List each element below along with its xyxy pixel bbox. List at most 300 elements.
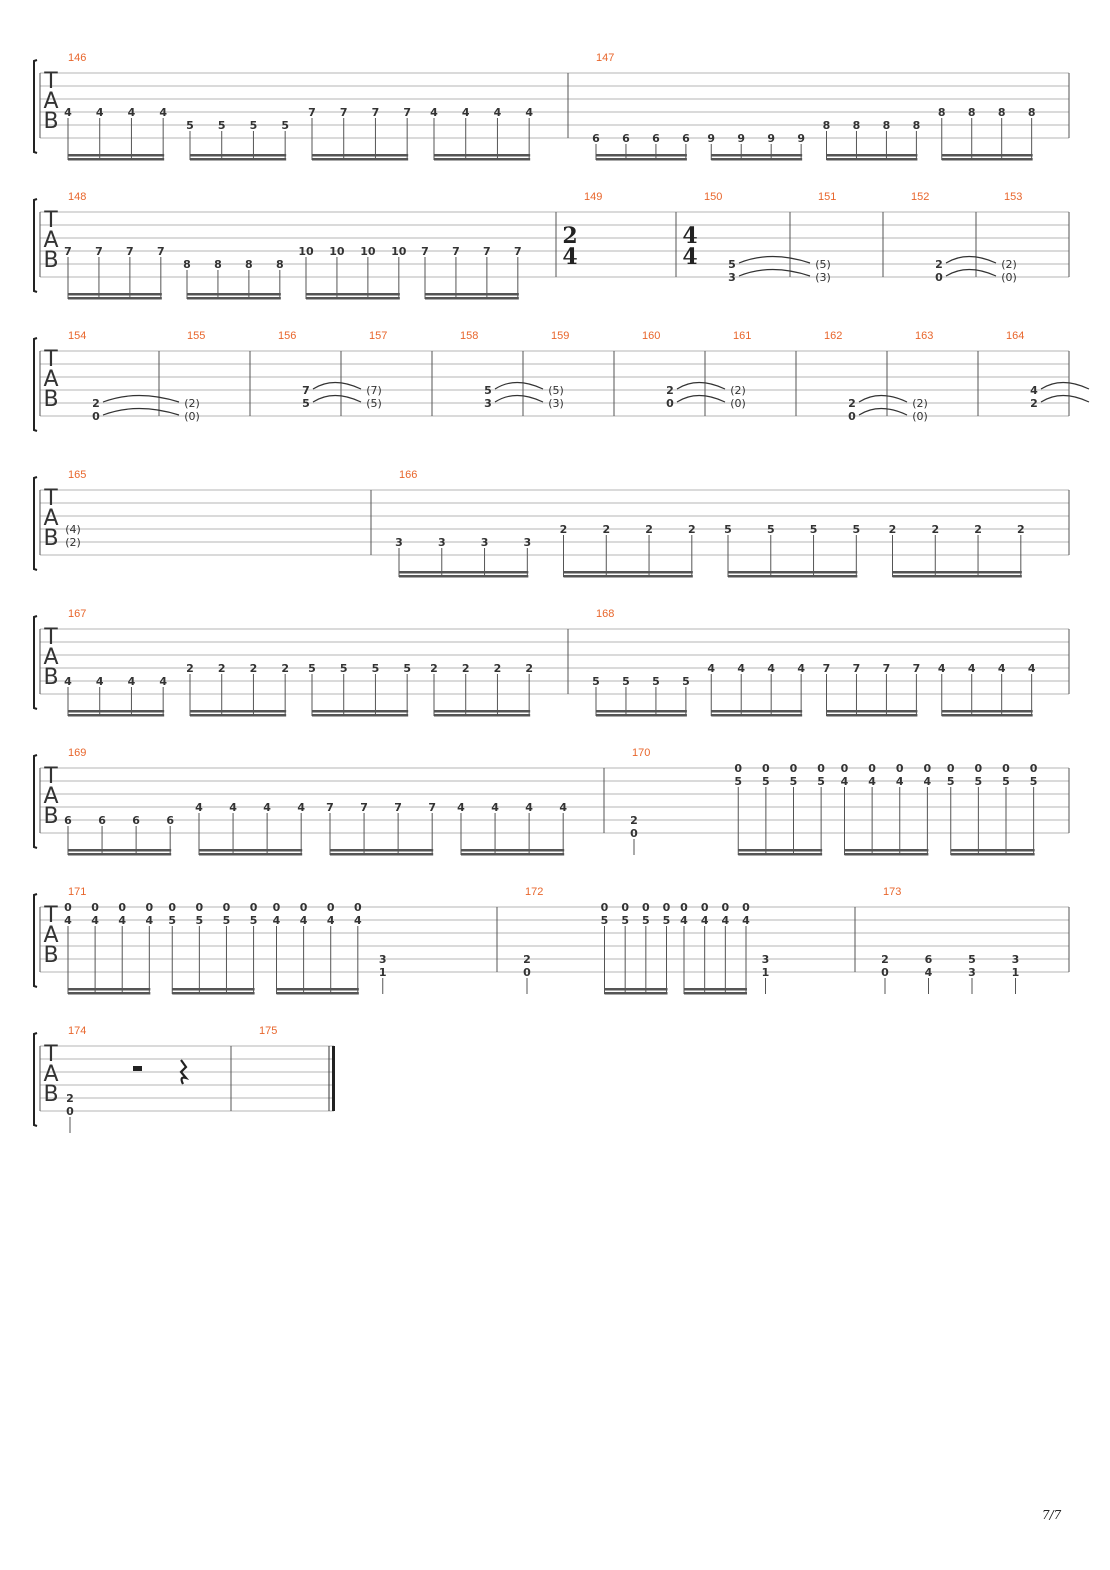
beam-secondary bbox=[605, 992, 668, 995]
fret-number: 5 bbox=[222, 914, 231, 927]
system-bracket bbox=[34, 338, 37, 431]
fret-number: 9 bbox=[767, 132, 776, 145]
fret-number: 4 bbox=[91, 914, 99, 927]
measure-number: 155 bbox=[187, 330, 206, 342]
fret-number: 7 bbox=[64, 245, 72, 258]
fret-number: 3 bbox=[968, 966, 976, 979]
fret-number: 5 bbox=[817, 775, 825, 788]
tie-arc bbox=[677, 396, 725, 403]
measure-number: 160 bbox=[642, 330, 661, 342]
beam-primary bbox=[312, 154, 408, 157]
beam-secondary bbox=[68, 714, 164, 717]
beam-primary bbox=[68, 710, 164, 713]
fret-number: 7 bbox=[428, 801, 437, 814]
beam-primary bbox=[399, 571, 528, 574]
fret-number: 0 bbox=[326, 901, 335, 914]
beam-primary bbox=[68, 849, 171, 852]
fret-number: 6 bbox=[132, 814, 140, 827]
fret-number: 7 bbox=[95, 245, 103, 258]
beam-secondary bbox=[434, 714, 530, 717]
fret-number: 4 bbox=[700, 914, 709, 927]
fret-number: 5 bbox=[217, 119, 226, 132]
final-thick-barline bbox=[332, 1046, 335, 1111]
beam-secondary bbox=[330, 853, 433, 856]
fret-number: 5 bbox=[789, 775, 798, 788]
beam-primary bbox=[68, 154, 164, 157]
fret-number: 5 bbox=[281, 119, 289, 132]
measure-number: 146 bbox=[68, 52, 87, 64]
fret-number: 5 bbox=[946, 775, 955, 788]
tied-fret-number: (0) bbox=[1001, 271, 1017, 284]
fret-number: 0 bbox=[195, 901, 204, 914]
fret-number: 4 bbox=[95, 675, 104, 688]
fret-number: 2 bbox=[493, 662, 502, 675]
beam-primary bbox=[425, 293, 519, 296]
fret-number: 4 bbox=[767, 662, 776, 675]
fret-number: 8 bbox=[937, 106, 946, 119]
tab-clef-letter: B bbox=[43, 248, 59, 273]
fret-number: 2 bbox=[523, 953, 531, 966]
beam-secondary bbox=[461, 853, 564, 856]
fret-number: 0 bbox=[895, 762, 904, 775]
fret-number: 6 bbox=[64, 814, 72, 827]
fret-number: 7 bbox=[912, 662, 921, 675]
fret-number: 3 bbox=[480, 536, 489, 549]
fret-number: 5 bbox=[249, 119, 258, 132]
measure-number: 148 bbox=[68, 191, 87, 203]
fret-number: 5 bbox=[168, 914, 177, 927]
beam-primary bbox=[845, 849, 929, 852]
fret-number: 8 bbox=[967, 106, 976, 119]
fret-number: 4 bbox=[127, 106, 136, 119]
fret-number: 4 bbox=[145, 914, 154, 927]
measure-number: 164 bbox=[1006, 330, 1025, 342]
tied-fret-number: (7) bbox=[366, 384, 382, 397]
measure-number: 158 bbox=[460, 330, 479, 342]
fret-number: 5 bbox=[308, 662, 316, 675]
fret-number: 10 bbox=[391, 245, 407, 258]
tab-system bbox=[34, 1025, 335, 1133]
fret-number: 3 bbox=[1011, 953, 1020, 966]
beam-primary bbox=[461, 849, 564, 852]
fret-number: 3 bbox=[378, 953, 387, 966]
tab-clef-letter: T bbox=[44, 764, 58, 789]
tied-fret-number: (2) bbox=[1001, 258, 1017, 271]
fret-number: 4 bbox=[95, 106, 104, 119]
beam-primary bbox=[190, 154, 286, 157]
fret-number: 10 bbox=[329, 245, 345, 258]
fret-number: 2 bbox=[281, 662, 289, 675]
fret-number: 6 bbox=[924, 953, 933, 966]
fret-number: 4 bbox=[457, 801, 465, 814]
fret-number: 0 bbox=[621, 901, 629, 914]
measure-number: 153 bbox=[1004, 191, 1023, 203]
fret-number: 9 bbox=[707, 132, 716, 145]
fret-number: 8 bbox=[852, 119, 861, 132]
tie-arc bbox=[1041, 383, 1089, 390]
fret-number: 7 bbox=[371, 106, 380, 119]
time-signature-top: 2 bbox=[562, 223, 578, 249]
fret-number: 0 bbox=[118, 901, 127, 914]
fret-number: 0 bbox=[91, 901, 99, 914]
tie-arc bbox=[739, 270, 810, 277]
beam-secondary bbox=[684, 992, 747, 995]
fret-number: 5 bbox=[766, 523, 775, 536]
beam-secondary bbox=[893, 575, 1022, 578]
tab-system bbox=[34, 469, 1069, 578]
fret-number: 5 bbox=[1029, 775, 1038, 788]
beam-primary bbox=[596, 710, 687, 713]
tab-clef-letter: A bbox=[43, 1062, 59, 1087]
tab-clef-letter: T bbox=[44, 625, 58, 650]
tied-fret-number: (3) bbox=[548, 397, 564, 410]
tie-arc bbox=[313, 383, 361, 390]
time-signature-top: 4 bbox=[682, 223, 698, 249]
fret-number: 5 bbox=[734, 775, 743, 788]
fret-number: 7 bbox=[308, 106, 316, 119]
measure-number: 175 bbox=[259, 1025, 278, 1037]
fret-number: 5 bbox=[762, 775, 770, 788]
fret-number: 3 bbox=[437, 536, 446, 549]
beam-primary bbox=[277, 988, 359, 991]
fret-number: 4 bbox=[721, 914, 730, 927]
system-bracket bbox=[34, 755, 37, 848]
half-rest bbox=[133, 1066, 142, 1071]
tied-fret-number: (2) bbox=[912, 397, 928, 410]
fret-number: 0 bbox=[1002, 762, 1010, 775]
tab-clef-letter: A bbox=[43, 923, 59, 948]
fret-number: 5 bbox=[974, 775, 983, 788]
tab-system bbox=[34, 608, 1069, 717]
tie-arc bbox=[739, 257, 810, 264]
beam-secondary bbox=[399, 575, 528, 578]
tied-fret-number: (0) bbox=[730, 397, 746, 410]
fret-number: 4 bbox=[559, 801, 568, 814]
fret-number: 0 bbox=[1029, 762, 1038, 775]
beam-primary bbox=[827, 154, 918, 157]
tab-clef-letter: T bbox=[44, 208, 58, 233]
tied-fret-number: (2) bbox=[65, 536, 81, 549]
tie-arc bbox=[103, 409, 179, 416]
fret-number: 6 bbox=[622, 132, 630, 145]
beam-secondary bbox=[190, 158, 286, 161]
tab-clef-letter: B bbox=[43, 665, 59, 690]
beam-primary bbox=[564, 571, 693, 574]
fret-number: 0 bbox=[734, 762, 743, 775]
fret-number: 5 bbox=[302, 397, 310, 410]
measure-number: 156 bbox=[278, 330, 297, 342]
fret-number: 5 bbox=[662, 914, 671, 927]
fret-number: 5 bbox=[195, 914, 204, 927]
fret-number: 2 bbox=[666, 384, 674, 397]
fret-number: 0 bbox=[974, 762, 983, 775]
fret-number: 0 bbox=[742, 901, 750, 914]
fret-number: 5 bbox=[484, 384, 492, 397]
tab-clef-letter: T bbox=[44, 69, 58, 94]
fret-number: 4 bbox=[1027, 662, 1036, 675]
fret-number: 4 bbox=[461, 106, 470, 119]
beam-primary bbox=[596, 154, 687, 157]
fret-number: 0 bbox=[642, 901, 650, 914]
fret-number: 5 bbox=[403, 662, 411, 675]
beam-secondary bbox=[425, 297, 519, 300]
fret-number: 2 bbox=[602, 523, 611, 536]
beam-secondary bbox=[68, 297, 162, 300]
tied-fret-number: (2) bbox=[730, 384, 746, 397]
beam-secondary bbox=[711, 158, 802, 161]
measure-number: 157 bbox=[369, 330, 388, 342]
system-bracket bbox=[34, 199, 37, 292]
beam-secondary bbox=[827, 158, 918, 161]
fret-number: 0 bbox=[666, 397, 674, 410]
fret-number: 9 bbox=[737, 132, 746, 145]
measure-number: 173 bbox=[883, 886, 902, 898]
fret-number: 4 bbox=[127, 675, 136, 688]
fret-number: 0 bbox=[145, 901, 154, 914]
fret-number: 2 bbox=[931, 523, 940, 536]
measure-number: 154 bbox=[68, 330, 87, 342]
fret-number: 0 bbox=[299, 901, 308, 914]
fret-number: 5 bbox=[652, 675, 660, 688]
fret-number: 2 bbox=[888, 523, 897, 536]
beam-secondary bbox=[199, 853, 302, 856]
fret-number: 5 bbox=[642, 914, 650, 927]
fret-number: 7 bbox=[360, 801, 368, 814]
measure-number: 159 bbox=[551, 330, 570, 342]
fret-number: 7 bbox=[452, 245, 460, 258]
beam-primary bbox=[605, 988, 668, 991]
beam-primary bbox=[942, 154, 1033, 157]
beam-secondary bbox=[277, 992, 359, 995]
fret-number: 4 bbox=[430, 106, 438, 119]
fret-number: 4 bbox=[1030, 384, 1038, 397]
fret-number: 4 bbox=[525, 801, 533, 814]
beam-secondary bbox=[312, 158, 408, 161]
beam-secondary bbox=[68, 158, 164, 161]
fret-number: 2 bbox=[66, 1092, 74, 1105]
beam-primary bbox=[893, 571, 1022, 574]
fret-number: 0 bbox=[848, 410, 856, 423]
fret-number: 3 bbox=[484, 397, 492, 410]
fret-number: 0 bbox=[630, 827, 638, 840]
beam-primary bbox=[187, 293, 281, 296]
beam-primary bbox=[330, 849, 433, 852]
tied-fret-number: (0) bbox=[912, 410, 928, 423]
fret-number: 5 bbox=[724, 523, 732, 536]
fret-number: 2 bbox=[92, 397, 100, 410]
fret-number: 4 bbox=[868, 775, 876, 788]
fret-number: 0 bbox=[249, 901, 258, 914]
tab-system bbox=[34, 330, 1089, 431]
tied-fret-number: (4) bbox=[65, 523, 81, 536]
time-signature-bottom: 4 bbox=[682, 244, 698, 270]
fret-number: 5 bbox=[728, 258, 736, 271]
fret-number: 2 bbox=[687, 523, 696, 536]
tab-clef-letter: B bbox=[43, 387, 59, 412]
tab-system bbox=[34, 747, 1069, 856]
fret-number: 4 bbox=[353, 914, 362, 927]
fret-number: 6 bbox=[592, 132, 600, 145]
beam-primary bbox=[434, 154, 530, 157]
measure-number: 150 bbox=[704, 191, 723, 203]
beam-secondary bbox=[728, 575, 857, 578]
fret-number: 4 bbox=[797, 662, 805, 675]
fret-number: 2 bbox=[249, 662, 258, 675]
beam-secondary bbox=[711, 714, 802, 717]
fret-number: 3 bbox=[395, 536, 403, 549]
fret-number: 0 bbox=[881, 966, 889, 979]
fret-number: 2 bbox=[430, 662, 438, 675]
fret-number: 0 bbox=[923, 762, 932, 775]
tab-clef-letter: A bbox=[43, 784, 59, 809]
fret-number: 4 bbox=[159, 675, 167, 688]
beam-primary bbox=[68, 293, 162, 296]
fret-number: 5 bbox=[339, 662, 348, 675]
fret-number: 4 bbox=[525, 106, 533, 119]
tied-fret-number: (5) bbox=[548, 384, 564, 397]
fret-number: 0 bbox=[64, 901, 72, 914]
tied-fret-number: (3) bbox=[815, 271, 831, 284]
measure-number: 151 bbox=[818, 191, 837, 203]
fret-number: 0 bbox=[762, 762, 770, 775]
fret-number: 8 bbox=[822, 119, 831, 132]
fret-number: 4 bbox=[967, 662, 976, 675]
measure-number: 168 bbox=[596, 608, 615, 620]
fret-number: 5 bbox=[186, 119, 194, 132]
beam-primary bbox=[434, 710, 530, 713]
fret-number: 4 bbox=[491, 801, 499, 814]
tie-arc bbox=[946, 270, 996, 277]
fret-number: 3 bbox=[523, 536, 532, 549]
fret-number: 2 bbox=[186, 662, 194, 675]
measure-number: 169 bbox=[68, 747, 87, 759]
measure-number: 147 bbox=[596, 52, 615, 64]
fret-number: 5 bbox=[592, 675, 600, 688]
fret-number: 0 bbox=[817, 762, 825, 775]
tie-arc bbox=[859, 409, 907, 416]
measure-number: 161 bbox=[733, 330, 752, 342]
fret-number: 2 bbox=[1016, 523, 1025, 536]
tie-arc bbox=[313, 396, 361, 403]
fret-number: 0 bbox=[840, 762, 849, 775]
fret-number: 4 bbox=[937, 662, 946, 675]
beam-primary bbox=[827, 710, 918, 713]
beam-secondary bbox=[312, 714, 408, 717]
measure-number: 172 bbox=[525, 886, 544, 898]
tied-fret-number: (0) bbox=[184, 410, 200, 423]
fret-number: 4 bbox=[326, 914, 335, 927]
tab-clef-letter: A bbox=[43, 228, 59, 253]
fret-number: 8 bbox=[183, 258, 191, 271]
measure-number: 166 bbox=[399, 469, 418, 481]
tie-arc bbox=[1041, 396, 1089, 403]
fret-number: 5 bbox=[809, 523, 818, 536]
fret-number: 6 bbox=[166, 814, 175, 827]
measure-number: 152 bbox=[911, 191, 930, 203]
tie-arc bbox=[103, 396, 179, 403]
fret-number: 5 bbox=[852, 523, 861, 536]
tie-arc bbox=[495, 383, 543, 390]
fret-number: 0 bbox=[868, 762, 876, 775]
fret-number: 5 bbox=[600, 914, 609, 927]
fret-number: 4 bbox=[924, 966, 933, 979]
fret-number: 4 bbox=[737, 662, 746, 675]
beam-secondary bbox=[951, 853, 1035, 856]
tab-clef-letter: B bbox=[43, 804, 59, 829]
tie-arc bbox=[859, 396, 907, 403]
fret-number: 5 bbox=[622, 675, 630, 688]
tied-fret-number: (5) bbox=[815, 258, 831, 271]
fret-number: 5 bbox=[1002, 775, 1010, 788]
fret-number: 4 bbox=[997, 662, 1006, 675]
measure-number: 170 bbox=[632, 747, 651, 759]
fret-number: 2 bbox=[974, 523, 982, 536]
fret-number: 4 bbox=[680, 914, 688, 927]
tab-clef-letter: T bbox=[44, 1042, 58, 1067]
tab-clef-letter: A bbox=[43, 89, 59, 114]
fret-number: 0 bbox=[935, 271, 943, 284]
fret-number: 8 bbox=[1027, 106, 1036, 119]
system-bracket bbox=[34, 894, 37, 987]
fret-number: 4 bbox=[64, 106, 72, 119]
fret-number: 2 bbox=[645, 523, 653, 536]
fret-number: 4 bbox=[895, 775, 904, 788]
tied-fret-number: (2) bbox=[184, 397, 200, 410]
fret-number: 3 bbox=[728, 271, 736, 284]
fret-number: 4 bbox=[159, 106, 167, 119]
measure-number: 171 bbox=[68, 886, 87, 898]
fret-number: 4 bbox=[272, 914, 281, 927]
fret-number: 2 bbox=[217, 662, 226, 675]
fret-number: 4 bbox=[64, 675, 72, 688]
fret-number: 7 bbox=[882, 662, 891, 675]
time-signature-bottom: 4 bbox=[562, 244, 578, 270]
beam-primary bbox=[951, 849, 1035, 852]
fret-number: 4 bbox=[742, 914, 750, 927]
fret-number: 2 bbox=[1030, 397, 1038, 410]
fret-number: 0 bbox=[946, 762, 955, 775]
tab-system bbox=[34, 191, 1069, 300]
beam-primary bbox=[728, 571, 857, 574]
fret-number: 9 bbox=[797, 132, 805, 145]
fret-number: 4 bbox=[493, 106, 502, 119]
tab-clef-letter: T bbox=[44, 347, 58, 372]
fret-number: 7 bbox=[156, 245, 165, 258]
fret-number: 2 bbox=[630, 814, 638, 827]
fret-number: 4 bbox=[299, 914, 308, 927]
beam-primary bbox=[172, 988, 254, 991]
fret-number: 0 bbox=[700, 901, 709, 914]
fret-number: 1 bbox=[761, 966, 770, 979]
beam-primary bbox=[711, 710, 802, 713]
system-bracket bbox=[34, 616, 37, 709]
tab-system bbox=[34, 52, 1069, 161]
fret-number: 8 bbox=[214, 258, 222, 271]
fret-number: 0 bbox=[523, 966, 531, 979]
fret-number: 7 bbox=[483, 245, 491, 258]
beam-secondary bbox=[827, 714, 918, 717]
fret-number: 7 bbox=[421, 245, 429, 258]
beam-secondary bbox=[942, 158, 1033, 161]
tab-clef-letter: A bbox=[43, 506, 59, 531]
fret-number: 0 bbox=[168, 901, 177, 914]
fret-number: 4 bbox=[64, 914, 72, 927]
fret-number: 7 bbox=[403, 106, 411, 119]
beam-primary bbox=[199, 849, 302, 852]
measure-number: 165 bbox=[68, 469, 87, 481]
tab-clef-letter: A bbox=[43, 645, 59, 670]
beam-secondary bbox=[596, 714, 687, 717]
